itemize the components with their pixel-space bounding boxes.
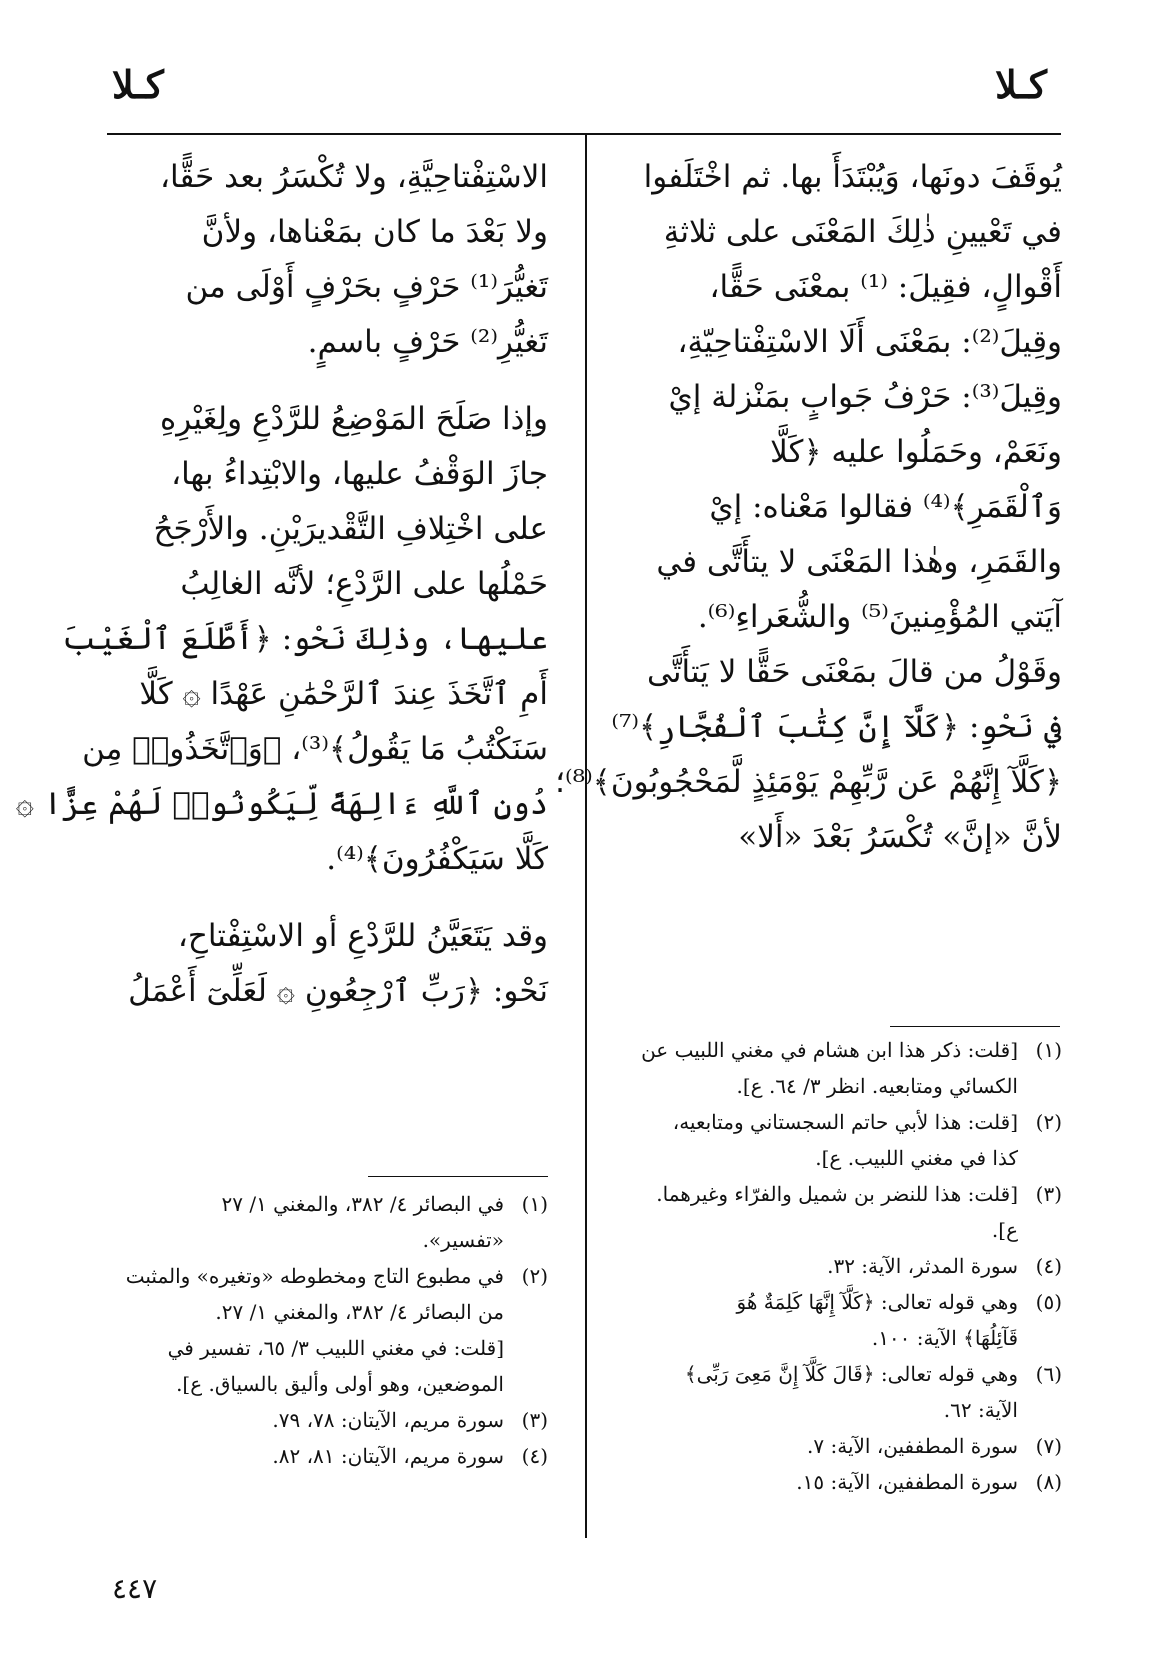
header-rule — [107, 133, 1061, 135]
body-line: ولا بَعْدَ ما كان بمَعْناها، ولأنَّ — [201, 214, 548, 250]
page-number: ٤٤٧ — [112, 1572, 158, 1605]
footnote — [630, 1248, 1062, 1284]
footnote-line: الكسائي ومتابعيه. انظر ٣/ ٦٤. ع]. — [736, 1074, 1018, 1098]
column-divider — [585, 133, 587, 1538]
footnote-line: الآية: ٦٢. — [943, 1398, 1018, 1422]
body-line: يُوقَفَ دونَها، وَيُبْتَدَأَ بها. ثم اخْتَلَفوا — [643, 159, 1062, 195]
footnote-number: (٤) — [1035, 1254, 1062, 1278]
footnote-number: (٧) — [1035, 1434, 1062, 1458]
body-line: وقِيلَ⁽³⁾: حَرْفُ جَوابٍ بمَنْزلة إيْ — [668, 379, 1062, 415]
body-line: دُونِ ٱللَّهِ ءَالِهَةً لِّيَكُونُوا۟ لَهُمْ عِزًّا ۞ — [15, 786, 548, 822]
body-line: لأنَّ «إنَّ» تُكْسَرُ بَعْدَ «أَلا» — [738, 819, 1062, 855]
footnote — [110, 1402, 548, 1438]
footnote-line: وهي قوله تعالى: ﴿قَالَ كَلَّآ إِنَّ مَعِىَ رَبِّى﴾ — [684, 1362, 1018, 1386]
body-line: وقد يَتَعَيَّنُ للرَّدْعِ أو الاسْتِفْتاحِ، — [177, 918, 548, 954]
body-line: في نَحْوِ: ﴿كَلَّآ إِنَّ كِتَٰبَ ٱلْفُجَّارِ﴾⁽⁷⁾ — [611, 709, 1062, 745]
footnote-line: سورة مريم، الآيتان: ٧٨، ٧٩. — [272, 1408, 504, 1432]
left-column — [15, 150, 548, 1019]
body-line: والقَمَرِ، وهٰذا المَعْنَى لا يتأَتَّى في — [656, 544, 1062, 580]
footnote-line: [قلت: هذا لأبي حاتم السجستاني ومتابعيه، — [672, 1110, 1018, 1134]
body-line: أَمِ ٱتَّخَذَ عِندَ ٱلرَّحْمَٰنِ عَهْدًا ۞ كَلَّا — [139, 676, 548, 712]
footnote-number: (٦) — [1035, 1362, 1062, 1386]
footnote-number: (٨) — [1035, 1470, 1062, 1494]
footnote-number: (٥) — [1035, 1290, 1062, 1314]
body-line: أَقْوالٍ، فقِيلَ: ⁽¹⁾ بمعْنَى حَقًّا، — [709, 269, 1062, 305]
footnote — [110, 1258, 548, 1402]
body-line: وقِيلَ⁽²⁾: بمَعْنَى أَلَا الاسْتِفْتاحِيّةِ، — [677, 324, 1062, 360]
footnote — [630, 1464, 1062, 1500]
footnote-line: الموضعين، وهو أولى وأليق بالسياق. ع]. — [176, 1372, 504, 1396]
footnote-number: (١) — [1035, 1038, 1062, 1062]
body-line: ونَعَمْ، وحَمَلُوا عليه ﴿كَلَّا — [770, 434, 1062, 470]
body-line: على اخْتِلافِ التَّقْديرَيْنِ. والأَرْجَحُ — [153, 511, 548, 547]
footnote-line: كذا في مغني اللبيب. ع]. — [815, 1146, 1018, 1170]
footnote — [630, 1428, 1062, 1464]
footnote — [630, 1284, 1062, 1356]
left-footnotes — [110, 1186, 548, 1474]
body-line: حَمْلُها على الرَّدْعِ؛ لأنَّه الغالِبُ — [180, 566, 548, 602]
body-line: وإذا صَلَحَ المَوْضِعُ للرَّدْعِ ولِغَيْرِهِ — [159, 401, 548, 437]
body-line: وقَوْلُ من قالَ بمَعْنَى حَقًّا لا يَتأَتَّى — [646, 654, 1062, 690]
footnote-number: (٤) — [521, 1444, 548, 1468]
running-header-left: كـلا — [112, 62, 164, 107]
footnote-line: قَآئِلُهَا﴾ الآية: ١٠٠. — [871, 1326, 1018, 1350]
body-line: الاسْتِفْتاحِيَّةِ، ولا تُكْسَرُ بعد حَقًّا، — [160, 159, 548, 195]
footnote — [110, 1438, 548, 1474]
footnote — [630, 1356, 1062, 1428]
body-line: نَحْو: ﴿رَبِّ ٱرْجِعُونِ ۞ لَعَلِّىٓ أَعْمَلُ — [128, 973, 548, 1009]
footnote-line: سورة المدثر، الآية: ٣٢. — [827, 1254, 1018, 1278]
body-line: في تَعْيينِ ذٰلِكَ المَعْنَى على ثلاثةِ — [663, 214, 1062, 250]
footnote — [630, 1104, 1062, 1176]
footnote-number: (٢) — [1035, 1110, 1062, 1134]
running-header-right: كـلا — [995, 62, 1047, 107]
footnote-rule-left — [368, 1176, 548, 1177]
footnote-line: [قلت: هذا للنضر بن شميل والفرّاء وغيرهما. — [656, 1182, 1018, 1206]
body-line: آيَتي المُؤْمِنينَ⁽⁵⁾ والشُّعَراءِ⁽⁶⁾. — [697, 599, 1062, 635]
body-line: وَٱلْقَمَرِ﴾⁽⁴⁾ فقالوا مَعْناه: إيْ — [709, 489, 1062, 525]
footnote-line: سورة المطففين، الآية: ٧. — [807, 1434, 1018, 1458]
body-line: تَغيُّرِ⁽²⁾ حَرْفٍ باسمٍ. — [307, 324, 548, 360]
body-line: سَنَكْتُبُ مَا يَقُولُ﴾⁽³⁾، ﴿وَٱتَّخَذُوا۟ مِن — [82, 731, 548, 767]
footnote-line: وهي قوله تعالى: ﴿كَلَّآ إِنَّهَا كَلِمَةٌ هُوَ — [736, 1290, 1018, 1314]
footnote-line: «تفسير». — [422, 1228, 504, 1252]
footnote-line: [قلت: في مغني اللبيب ٣/ ٦٥، تفسير في — [167, 1336, 504, 1360]
body-line: تَغيُّرَ⁽¹⁾ حَرْفٍ بحَرْفٍ أَوْلَى من — [185, 269, 548, 305]
footnote-line: من البصائر ٤/ ٣٨٢، والمغني ١/ ٢٧. — [215, 1300, 504, 1324]
right-column — [555, 150, 1062, 865]
body-line: عليها، وذٰلِكَ نَحْو: ﴿أَطَّلَعَ ٱلْغَيْبَ — [62, 621, 548, 657]
footnote-number: (١) — [521, 1192, 548, 1216]
footnote — [110, 1186, 548, 1258]
footnote-line: سورة المطففين، الآية: ١٥. — [796, 1470, 1018, 1494]
body-line: كَلَّا سَيَكْفُرُونَ﴾⁽⁴⁾. — [326, 841, 548, 877]
footnote-line: في البصائر ٤/ ٣٨٢، والمغني ١/ ٢٧ — [221, 1192, 504, 1216]
footnote-line: ع]. — [991, 1218, 1018, 1242]
paragraph-gap — [110, 370, 548, 392]
footnote-number: (٣) — [521, 1408, 548, 1432]
paragraph-gap — [110, 887, 548, 909]
footnote-number: (٢) — [521, 1264, 548, 1288]
footnote — [630, 1176, 1062, 1248]
footnote — [630, 1032, 1062, 1104]
body-line: ﴿كَلَّآ إِنَّهُمْ عَن رَّبِّهِمْ يَوْمَئِذٍ لَّمَحْجُوبُونَ﴾⁽⁸⁾؛ — [555, 764, 1062, 800]
footnote-line: [قلت: ذكر هذا ابن هشام في مغني اللبيب عن — [641, 1038, 1018, 1062]
footnote-rule-right — [890, 1026, 1060, 1027]
right-footnotes — [630, 1032, 1062, 1500]
footnote-line: في مطبوع التاج ومخطوطه «وتغيره» والمثبت — [125, 1264, 504, 1288]
footnote-number: (٣) — [1035, 1182, 1062, 1206]
body-line: جازَ الوَقْفُ عليها، والابْتِداءُ بها، — [171, 456, 548, 492]
footnote-line: سورة مريم، الآيتان: ٨١، ٨٢. — [272, 1444, 504, 1468]
